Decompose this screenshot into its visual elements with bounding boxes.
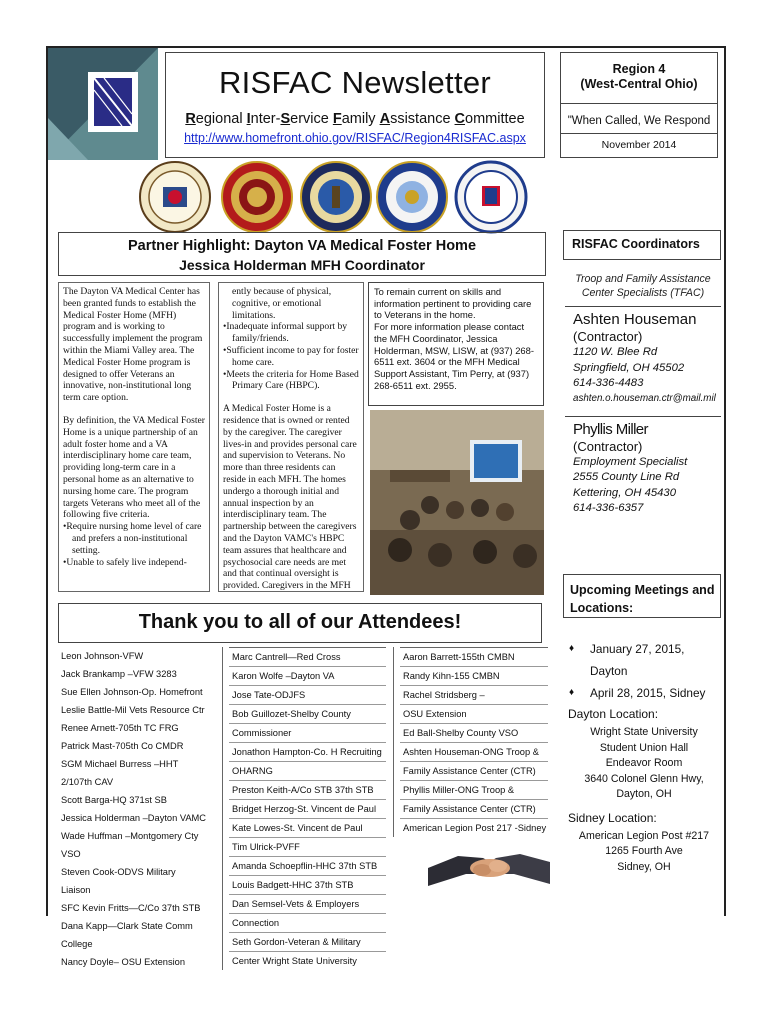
newsletter-title: RISFAC Newsletter xyxy=(218,65,492,100)
frame-right-rule xyxy=(724,46,726,916)
article-column-1 xyxy=(58,282,210,592)
attendee-column-3 xyxy=(393,647,548,837)
attendee-entry: Connection xyxy=(229,913,386,932)
coordinator-address: 1120 W. Blee Rd xyxy=(573,346,658,358)
coordinator-role-note: Troop and Family Assistance Center Specialists (TFAC) xyxy=(575,273,711,299)
attendee-entry: Commissioner xyxy=(229,723,386,742)
locations-block xyxy=(566,705,722,875)
coordinator-title: (Contractor) xyxy=(573,438,643,454)
location-line: Dayton, OH xyxy=(616,788,672,800)
attendee-entry: SGM Michael Burress –HHT xyxy=(61,759,179,769)
frame-left-rule xyxy=(46,46,48,916)
attendee-entry: Dan Semsel-Vets & Employers xyxy=(229,894,386,913)
handshake-image xyxy=(428,828,550,898)
attendee-entry: Leon Johnson-VFW xyxy=(61,651,144,661)
attendee-entry: Patrick Mast-705th Co CMDR xyxy=(61,741,184,751)
attendee-entry: 2/107th CAV xyxy=(61,777,114,787)
upcoming-header xyxy=(563,574,721,618)
meeting-item: ♦ April 28, 2015, Sidney xyxy=(566,682,722,704)
navy-seal-icon xyxy=(299,160,373,234)
attendee-entry: Aaron Barrett-155th CMBN xyxy=(400,647,548,666)
dayton-location-label: Dayton Location: xyxy=(568,707,659,721)
location-line: 3640 Colonel Glenn Hwy, xyxy=(584,772,704,785)
attendee-entry: Nancy Doyle– OSU Extension xyxy=(61,957,186,967)
attendee-entry: Jose Tate-ODJFS xyxy=(229,685,386,704)
divider xyxy=(565,306,721,307)
attendee-entry: Liaison xyxy=(61,885,91,895)
attendee-entry: Ashten Houseman-ONG Troop & xyxy=(400,742,548,761)
region-motto: "When Called, We Respond xyxy=(567,115,711,127)
location-line: American Legion Post #217 xyxy=(578,829,710,842)
masthead-title-box xyxy=(165,52,545,158)
coordinator-phone: 614-336-4483 xyxy=(573,377,644,389)
location-line: Wright State University xyxy=(590,726,698,738)
upcoming-title: Upcoming Meetings and Locations: xyxy=(570,583,715,615)
location-line: Endeavor Room xyxy=(605,757,683,769)
meeting-list xyxy=(566,638,722,704)
coordinators-title: RISFAC Coordinators xyxy=(572,237,700,251)
attendee-entry: Bob Guillozet-Shelby County xyxy=(229,704,386,723)
region-info-box xyxy=(560,52,718,158)
criteria-bullet: •Require nursing home level of care and prefers a non-institutional setting. xyxy=(63,521,202,556)
marine-corps-seal-icon xyxy=(220,160,294,234)
article-column-2 xyxy=(218,282,364,592)
diamond-bullet-icon: ♦ xyxy=(569,687,575,698)
attendee-entry: SFC Kevin Fritts—C/Co 37th STB xyxy=(61,903,201,913)
coordinator-name: Phyllis Miller xyxy=(573,420,648,438)
thanks-title: Thank you to all of our Attendees! xyxy=(138,611,462,633)
coordinator-phone: 614-336-6357 xyxy=(573,502,644,514)
coordinators-header xyxy=(563,230,721,260)
partner-highlight-header xyxy=(58,232,546,276)
location-line: 1265 Fourth Ave xyxy=(605,845,683,857)
website-link[interactable]: http://www.homefront.ohio.gov/RISFAC/Region4RISFAC.aspx xyxy=(184,131,526,145)
criteria-bullet: •Meets the criteria for Home Based Primary Care (HBPC). xyxy=(223,368,359,392)
attendee-entry: Karon Wolfe –Dayton VA xyxy=(229,666,386,685)
thanks-header xyxy=(58,603,542,643)
attendee-entry: VSO xyxy=(61,849,81,859)
article-paragraph: A Medical Foster Home is a residence that is owned or rented by the caregiver. The caregiver lives-in and provides personal care and supervision to Veterans. No more than three residents can reside in each MFH. The homes undergo a thorough initial and annual inspection by an interdisciplinary team. The partnership between the caregivers and the Dayton VAMC's HBPC team assures that healthcare and psychosocial care needs are met and that continual oversight is provided. Caregivers in the MFH xyxy=(223,403,357,592)
article-paragraph: The Dayton VA Medical Center has been granted funds to establish the Medical Foster Home (MFH) program and is working to successfully implement the program within the Miami Valley area. The Medical Foster Home program is designed to offer Veterans an innovative, non-institutional long term care option. xyxy=(63,286,203,404)
criteria-bullet: •Unable to safely live independ- xyxy=(63,556,187,568)
attendee-entry: Jack Brankamp –VFW 3283 xyxy=(61,669,177,679)
attendee-entry: Wade Huffman –Montgomery Cty xyxy=(61,831,199,841)
attendee-entry: Louis Badgett-HHC 37th STB xyxy=(229,875,386,894)
attendee-entry: College xyxy=(61,939,93,949)
attendee-entry: Randy Kihn-155 CMBN xyxy=(400,666,548,685)
partner-title: Partner Highlight: Dayton VA Medical Foster Home xyxy=(127,238,477,254)
coordinator-address: 2555 County Line Rd xyxy=(573,471,680,483)
attendee-entry: Center Wright State University xyxy=(229,951,386,970)
coordinator-role: Employment Specialist xyxy=(573,455,688,468)
attendee-entry: Family Assistance Center (CTR) xyxy=(400,761,548,780)
divider xyxy=(565,416,721,417)
attendee-entry: Renee Arnett-705th TC FRG xyxy=(61,723,179,733)
coordinator-address: Kettering, OH 45430 xyxy=(573,486,676,499)
meeting-item: ♦ January 27, 2015, Dayton xyxy=(566,638,722,682)
divider xyxy=(561,103,717,104)
location-line: Sidney, OH xyxy=(617,860,671,873)
army-seal-icon xyxy=(138,160,212,234)
committee-name: Regional Inter-Service Family Assistance Committee xyxy=(185,111,525,127)
diamond-bullet-icon: ♦ xyxy=(569,643,575,654)
coordinator-name: Ashten Houseman xyxy=(573,311,697,328)
attendee-entry: OSU Extension xyxy=(400,704,548,723)
criteria-continued: ently because of physical, cognitive, or emotional limitations. xyxy=(232,286,332,321)
article-paragraph: By definition, the VA Medical Foster Home is a unique partnership of an adult foster home and a VA interdisciplinary home care team, providing long-term care in a personal home as an alternative to nursing home care. The program targets Veterans who meet all of the following five criteria. xyxy=(63,414,205,521)
attendee-entry: Phyllis Miller-ONG Troop & xyxy=(400,780,548,799)
attendee-entry: Amanda Schoepflin-HHC 37th STB xyxy=(229,856,386,875)
article-column-3 xyxy=(368,282,544,406)
coast-guard-seal-icon xyxy=(454,160,528,234)
attendee-entry: Jessica Holderman –Dayton VAMC xyxy=(61,813,207,823)
coordinators-list xyxy=(565,272,721,517)
partner-subtitle: Jessica Holderman MFH Coordinator xyxy=(179,257,425,273)
issue-date: November 2014 xyxy=(601,139,677,151)
article-paragraph: To remain current on skills and information pertinent to providing care to Veterans in the home. xyxy=(374,286,532,321)
sidney-location-label: Sidney Location: xyxy=(568,810,657,825)
attendee-entry: Steven Cook-ODVS Military xyxy=(61,867,176,877)
coordinator-title: (Contractor) xyxy=(573,329,643,344)
attendee-entry: Leslie Battle-Mil Vets Resource Ctr xyxy=(61,705,205,715)
criteria-bullet: •Inadequate informal support by family/friends. xyxy=(223,321,348,345)
attendee-column-1 xyxy=(58,647,214,971)
divider xyxy=(561,133,717,134)
attendee-column-2 xyxy=(222,647,386,970)
attendee-entry: Ed Ball-Shelby County VSO xyxy=(400,723,548,742)
contact-paragraph: For more information please contact the MFH Coordinator, Jessica Holderman, MSW, LISW, at (937) 268-6511 ext. 3604 or the MFH Medical Support Assistant, Tim Perry, at (937) 268-6511 ext. 2955. xyxy=(374,321,534,391)
attendee-entry: American Legion Post 217 -Sidney xyxy=(400,818,548,837)
attendee-entry: Family Assistance Center (CTR) xyxy=(400,799,548,818)
attendee-entry: Rachel Stridsberg – xyxy=(400,685,548,704)
coordinator-address: Springfield, OH 45502 xyxy=(573,361,685,374)
risfac-logo xyxy=(48,48,158,160)
location-line: Student Union Hall xyxy=(599,741,689,754)
attendee-entry: Jonathon Hampton-Co. H Recruiting xyxy=(229,742,386,761)
attendee-entry: Seth Gordon-Veteran & Military xyxy=(229,932,386,951)
attendee-entry: Dana Kapp—Clark State Comm xyxy=(61,921,193,931)
attendee-entry: Tim Ulrick-PVFF xyxy=(229,837,386,856)
coordinator-email[interactable]: ashten.o.houseman.ctr@mail.mil xyxy=(573,392,716,404)
attendee-entry: Scott Barga-HQ 371st SB xyxy=(61,795,167,805)
attendee-entry: Kate Lowes-St. Vincent de Paul xyxy=(229,818,386,837)
attendee-entry: Preston Keith-A/Co STB 37th STB xyxy=(229,780,386,799)
region-title: Region 4 (West-Central Ohio) xyxy=(580,62,698,91)
meeting-photo xyxy=(370,410,544,595)
criteria-bullet: •Sufficient income to pay for foster home care. xyxy=(223,344,359,368)
attendee-entry: Bridget Herzog-St. Vincent de Paul xyxy=(229,799,386,818)
attendee-entry: OHARNG xyxy=(229,761,386,780)
attendee-entry: Sue Ellen Johnson-Op. Homefront xyxy=(61,687,203,697)
attendee-entry: Marc Cantrell—Red Cross xyxy=(229,647,386,666)
air-force-seal-icon xyxy=(375,160,449,234)
